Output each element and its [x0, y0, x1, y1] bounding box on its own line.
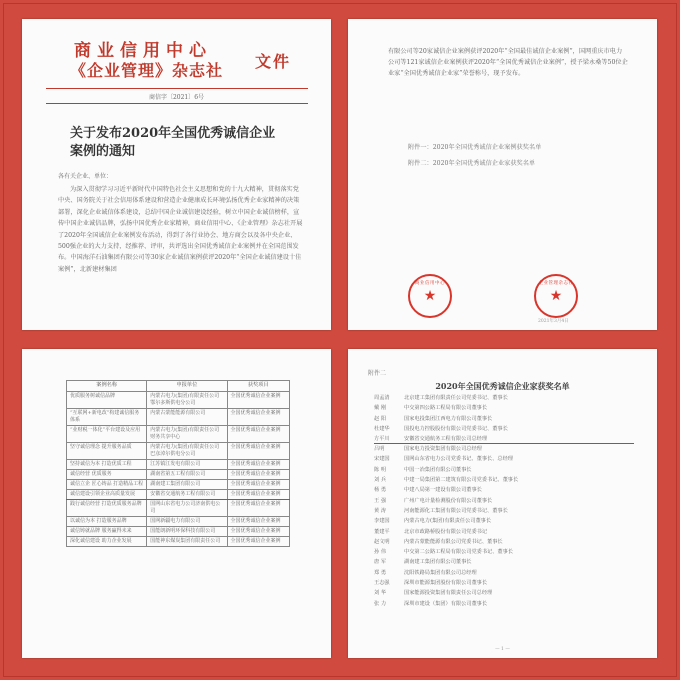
list-item	[374, 485, 634, 495]
table-cell: 国网山东省电力公司济南供电公司	[147, 500, 227, 517]
table-row	[67, 490, 290, 500]
table-cell: 诚信经营 优质服务	[67, 470, 147, 480]
table-row	[67, 426, 290, 443]
entrepreneur-title: 中建一局集团第二建筑有限公司党委书记、董事长	[404, 477, 519, 484]
table-cell: 湖南建工集团有限公司	[147, 480, 227, 490]
attachment-1: 附件一：2020年全国优秀诚信企业案例获奖名单	[408, 144, 542, 151]
entrepreneur-name: 孙 伟	[374, 549, 387, 556]
document-page-4	[348, 349, 657, 658]
award-list	[374, 393, 634, 609]
entrepreneur-name: 王 强	[374, 497, 387, 504]
table-cell: 以诚信为本 打造服务品牌	[67, 517, 147, 527]
table-cell: 江苏镇江发电有限公司	[147, 460, 227, 470]
table-cell: 全国优秀诚信企业案例	[227, 426, 289, 443]
entrepreneur-name: 唐 军	[374, 559, 387, 566]
entrepreneur-title: 北京建工集团有限责任公司党委书记、董事长	[404, 395, 508, 401]
attachment-2: 附件二：2020年全国优秀诚信企业家获奖名单	[408, 160, 536, 167]
table-row	[67, 480, 290, 490]
table-cell: 全国优秀诚信企业案例	[227, 500, 289, 517]
table-cell: 内蒙古电力(集团)有限责任公司鄂尔多斯供电分公司	[147, 392, 227, 409]
table-cell: “互联网+新电改”构建诚信服务体系	[67, 409, 147, 426]
table-cell: 优质服务树诚信品牌	[67, 392, 147, 409]
seal-2-text: 企业管理杂志社	[538, 281, 574, 286]
list-item	[374, 414, 634, 424]
list-item	[374, 496, 634, 506]
seal-star-icon: ★	[423, 288, 437, 304]
table-cell: 全国优秀诚信企业案例	[227, 517, 289, 527]
list-item	[374, 393, 634, 403]
table-cell: 全国优秀诚信企业案例	[227, 460, 289, 470]
table-cell: 全国优秀诚信企业案例	[227, 480, 289, 490]
table-cell: 践行诚信经营 打造优质服务品牌	[67, 500, 147, 517]
list-item	[374, 465, 634, 475]
entrepreneur-name: 王志强	[374, 580, 390, 587]
list-item	[374, 424, 634, 434]
case-award-table	[66, 380, 290, 547]
table-row	[67, 460, 290, 470]
list-item	[374, 527, 634, 537]
table-cell: 全国优秀诚信企业案例	[227, 537, 289, 547]
table-row	[67, 409, 290, 426]
entrepreneur-title: 深圳市能源集团股份有限公司董事长	[404, 580, 488, 587]
entrepreneur-name: 方平川	[374, 436, 390, 443]
award-list-title: 2020年全国优秀诚信企业家获奖名单	[435, 381, 570, 391]
table-row	[67, 517, 290, 527]
list-item	[374, 403, 634, 413]
table-cell: 湖南省第五工程有限公司	[147, 470, 227, 480]
attachment-label: 附件二	[368, 370, 387, 377]
entrepreneur-name: 戴 刚	[374, 405, 387, 412]
entrepreneur-name: 黄 涛	[374, 507, 387, 514]
notice-body: 为深入贯彻学习习近平新时代中国特色社会主义思想和党的十九大精神，贯彻落实党中央、国务院关于社会信用体系建设和营造企业健康成长环境弘扬优秀企业家精神的决策部署，深化企业诚信体系建设，总结中国企业诚信建设经验，树立中国企业诚信榜样，宣传中国企业诚信品牌，弘扬中国优秀企业家精神，商业信用中心、《企业管理》杂志社开展了2020年全国诚信企业案例发布活动，得到了各行业协会、地方商会以及各中央企业、500强企业的大力支持，经推荐、评审，共评选出全国优秀诚信企业案例并在全国范围发布。中国海洋石油集团有限公司等30家企业诚信案例获评2020年“全国企业诚信建设十佳案例”，北新建材集团	[58, 186, 303, 273]
column-header: 获奖项目	[227, 381, 289, 392]
list-item	[374, 475, 634, 485]
table-row	[67, 392, 290, 409]
list-item	[374, 557, 634, 567]
entrepreneur-name: 宋建国	[374, 456, 390, 463]
list-item	[374, 599, 634, 609]
table-cell: 深化诚信建设 助力企业发展	[67, 537, 147, 547]
table-row	[67, 527, 290, 537]
document-page-2	[348, 19, 657, 330]
list-item	[374, 537, 634, 547]
table-cell: 安徽省交通航务工程有限公司	[147, 490, 227, 500]
addressee: 各有关企业、单位：	[58, 173, 113, 180]
official-seal-1	[408, 274, 452, 318]
entrepreneur-title: 安徽省交通航务工程有限公司总经理	[404, 436, 488, 443]
table-row	[67, 500, 290, 517]
document-label: 文件	[255, 52, 292, 71]
notice-title: 关于发布2020年全国优秀诚信企业案例的通知	[70, 126, 276, 159]
entrepreneur-title: 中交第二公路工程局有限公司党委书记、董事长	[404, 549, 513, 556]
entrepreneur-title: 国投电力控股股份有限公司党委书记、董事长	[404, 425, 508, 432]
page-number: — 1 —	[495, 647, 510, 652]
table-cell: 全国优秀诚信企业案例	[227, 392, 289, 409]
list-item	[374, 578, 634, 588]
entrepreneur-title: 中交第四公路工程局有限公司董事长	[404, 405, 488, 412]
column-header: 案例名称	[67, 381, 147, 392]
header-divider	[46, 88, 308, 89]
official-seal-2	[534, 274, 578, 318]
table-cell: 全国优秀诚信企业案例	[227, 470, 289, 480]
entrepreneur-name: 李建国	[374, 518, 390, 525]
list-item	[374, 434, 634, 444]
entrepreneur-title: 深圳市建设（集团）有限公司董事长	[404, 600, 488, 607]
entrepreneur-name: 刘 兵	[374, 477, 387, 484]
column-header: 申报单位	[147, 381, 227, 392]
entrepreneur-title: 国家电投集团江西电力有限公司董事长	[404, 415, 493, 422]
table-cell: 全国优秀诚信企业案例	[227, 490, 289, 500]
entrepreneur-title: 中建八局第一建设有限公司董事长	[404, 487, 482, 494]
table-cell: 诚信立企 匠心铸品 打造精品工程	[67, 480, 147, 490]
entrepreneur-name: 董建平	[374, 528, 390, 535]
entrepreneur-name: 郑 勇	[374, 569, 387, 576]
document-page-1	[22, 19, 331, 330]
table-cell: 全国优秀诚信企业案例	[227, 443, 289, 460]
entrepreneur-title: 国家能源投资集团有限责任公司总经理	[404, 590, 493, 597]
entrepreneur-name: 杜建华	[374, 425, 390, 432]
list-item	[374, 588, 634, 598]
table-cell: 诚信铸就品牌 服务赢得未来	[67, 527, 147, 537]
entrepreneur-title: 北京市政路桥股份有限公司党委书记	[404, 528, 488, 535]
entrepreneur-name: 刘 华	[374, 590, 387, 597]
table-cell: 坚守诚信理念 提升服务品质	[67, 443, 147, 460]
list-item	[374, 444, 634, 454]
list-item	[374, 506, 634, 516]
entrepreneur-name: 周孟清	[374, 395, 390, 401]
entrepreneur-name: 赵 阳	[374, 415, 387, 422]
table-cell: 国网新疆电力有限公司	[147, 517, 227, 527]
table-row	[67, 470, 290, 480]
document-page-3	[22, 349, 331, 658]
table-cell: 全国优秀诚信企业案例	[227, 409, 289, 426]
table-row	[67, 443, 290, 460]
entrepreneur-title: 湖南建工集团有限公司董事长	[404, 559, 472, 566]
list-item	[374, 454, 634, 464]
table-cell: 国能神东煤炭集团有限责任公司	[147, 537, 227, 547]
entrepreneur-title: 沈阳铁路局集团有限公司总经理	[404, 569, 477, 576]
entrepreneur-title: 内蒙古电力(集团)有限责任公司董事长	[404, 518, 492, 525]
document-number: 商信字〔2021〕6号	[148, 94, 205, 101]
issuer-name: 商业信用中心	[74, 41, 212, 61]
list-item	[374, 516, 634, 526]
header-divider-2	[46, 103, 308, 104]
entrepreneur-title: 内蒙古蒙能能源有限公司党委书记、董事长	[404, 538, 503, 545]
table-header-row	[67, 381, 290, 392]
entrepreneur-name: 吕明	[374, 446, 385, 453]
entrepreneur-title: 国家电力投资集团有限公司总经理	[404, 446, 482, 453]
entrepreneur-name: 张 力	[374, 600, 387, 607]
table-cell: 坚持诚信为本 打造优质工程	[67, 460, 147, 470]
seal-date: 2021年3月4日	[538, 319, 569, 324]
seal-1-text: 商业信用中心	[415, 281, 445, 286]
table-cell: “业财税一体化”平台建设及应用	[67, 426, 147, 443]
table-cell: 全国优秀诚信企业案例	[227, 527, 289, 537]
entrepreneur-title: 广州广电计量检测股份有限公司董事长	[404, 497, 493, 504]
issuer-magazine: 《企业管理》杂志社	[70, 61, 224, 80]
table-cell: 国能朗新明环保科技有限公司	[147, 527, 227, 537]
list-item	[374, 568, 634, 578]
entrepreneur-title: 国网山东省电力公司党委书记、董事长、总经理	[404, 456, 513, 463]
notice-continuation: 有限公司等20家诚信企业案例获评2020年“全国最佳诚信企业案例”，国网重庆市电力公司等121家诚信企业案例获评2020年“全国优秀诚信企业案例”，授予梁永桑等50位企业家“全国优秀诚信企业家”荣誉称号，现予发布。	[388, 48, 628, 78]
entrepreneur-name: 赵文明	[374, 538, 390, 545]
entrepreneur-title: 河南能源化工集团有限公司党委书记、董事长	[404, 507, 508, 514]
entrepreneur-title: 中国一冶集团有限公司董事长	[404, 466, 472, 473]
table-row	[67, 537, 290, 547]
table-cell: 内蒙古电力(集团)有限责任公司巴彦淖尔供电分公司	[147, 443, 227, 460]
table-cell: 诚信建设引领企业高质量发展	[67, 490, 147, 500]
entrepreneur-name: 杨 勇	[374, 487, 387, 494]
list-item	[374, 547, 634, 557]
table-cell: 内蒙古蒙能能源有限公司	[147, 409, 227, 426]
table-cell: 内蒙古电力(集团)有限责任公司财务共享中心	[147, 426, 227, 443]
entrepreneur-name: 陈 明	[374, 466, 387, 473]
seal-star-icon: ★	[549, 288, 563, 304]
